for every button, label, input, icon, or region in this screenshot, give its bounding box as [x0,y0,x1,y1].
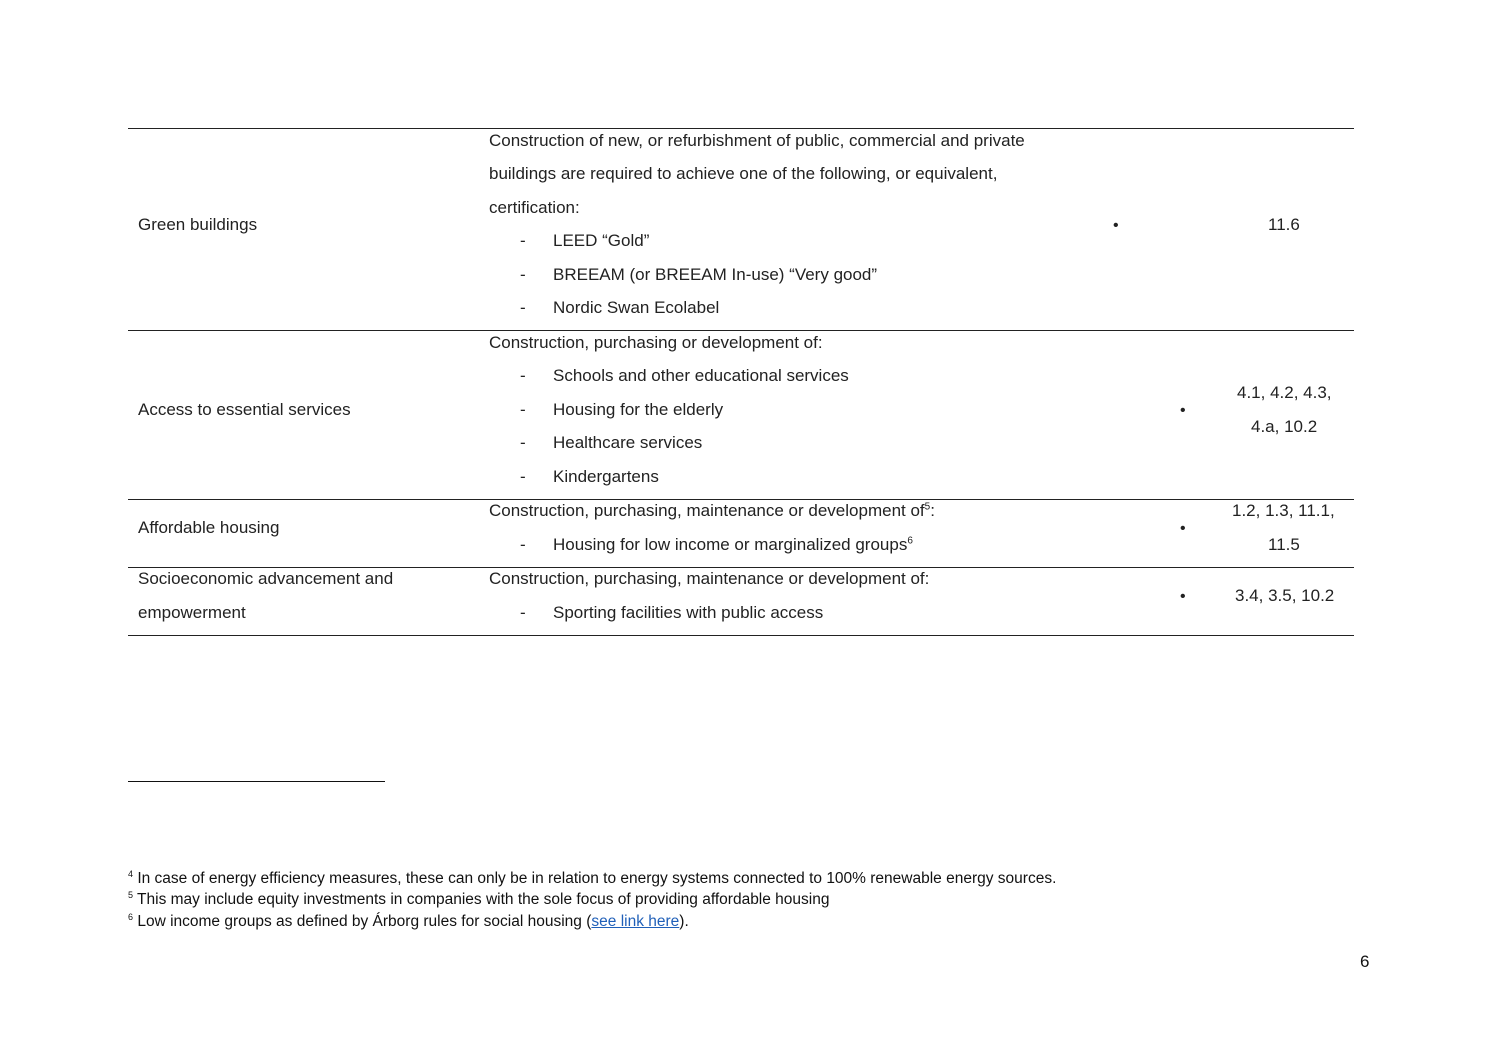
category-label: Affordable housing [138,518,280,537]
list-item: BREEAM (or BREEAM In-use) “Very good” [553,265,878,284]
footnote: $^6$ Low income groups as defined by Árborg rules for social housing (see link here). [128,911,689,930]
criteria-text: Construction of new, or refurbishment of public, commercial and private [489,131,1025,150]
criteria-text: buildings are required to achieve one of the following, or equivalent, [489,164,998,183]
footnote-ref: 5 [924,501,931,513]
bullet-marker: • [1180,402,1186,419]
category-label: Access to essential services [138,400,351,419]
list-item: Schools and other educational services [553,366,849,385]
footnote-separator [128,781,385,782]
footnote: $^5$ This may include equity investments in companies with the sole focus of providing affordable housing [128,889,830,908]
sdg-target: 4.a, 10.2 [1251,417,1318,436]
sdg-target: 1.2, 1.3, 11.1, [1232,501,1335,520]
see-link-here-link[interactable]: see link here [591,913,680,930]
list-item: Housing for low income or marginalized groups$^6$ [553,535,913,554]
dash-marker: - [520,535,526,554]
dash-marker: - [520,366,526,385]
bullet-marker: • [1180,520,1186,537]
footnote-ref: 6 [907,535,913,547]
list-item: Kindergartens [553,467,659,486]
dash-marker: - [520,298,526,317]
sdg-target: 3.4, 3.5, 10.2 [1235,586,1335,605]
criteria-text: Construction, purchasing, maintenance or development $of^5$: [489,501,935,520]
bullet-marker: • [1180,588,1186,605]
category-label: empowerment [138,603,246,622]
list-item: LEED “Gold” [553,231,650,250]
criteria-text: Construction, purchasing, maintenance or development of: [489,569,930,588]
dash-marker: - [520,265,526,284]
dash-marker: - [520,433,526,452]
dash-marker: - [520,603,526,622]
sdg-target: 4.1, 4.2, 4.3, [1237,383,1332,402]
dash-marker: - [520,231,526,250]
table-row [128,128,1354,330]
category-label: Socioeconomic advancement and [138,569,394,588]
list-item: Sporting facilities with public access [553,603,824,622]
list-item: Nordic Swan Ecolabel [553,298,720,317]
sdg-target: 11.6 [1268,215,1300,234]
list-item: Healthcare services [553,433,703,452]
sdg-target: 11.5 [1268,535,1300,554]
criteria-text: certification: [489,198,580,217]
dash-marker: - [520,400,526,419]
footnote: $^4$ In case of energy efficiency measures, these can only be in relation to energy systems connected to 100% renewable energy sources. [128,868,1057,887]
list-item: Housing for the elderly [553,400,724,419]
category-label: Green buildings [138,215,258,234]
criteria-text: Construction, purchasing or development of: [489,333,823,352]
dash-marker: - [520,467,526,486]
bullet-marker: • [1113,217,1119,234]
page-number: 6 [1360,952,1370,971]
